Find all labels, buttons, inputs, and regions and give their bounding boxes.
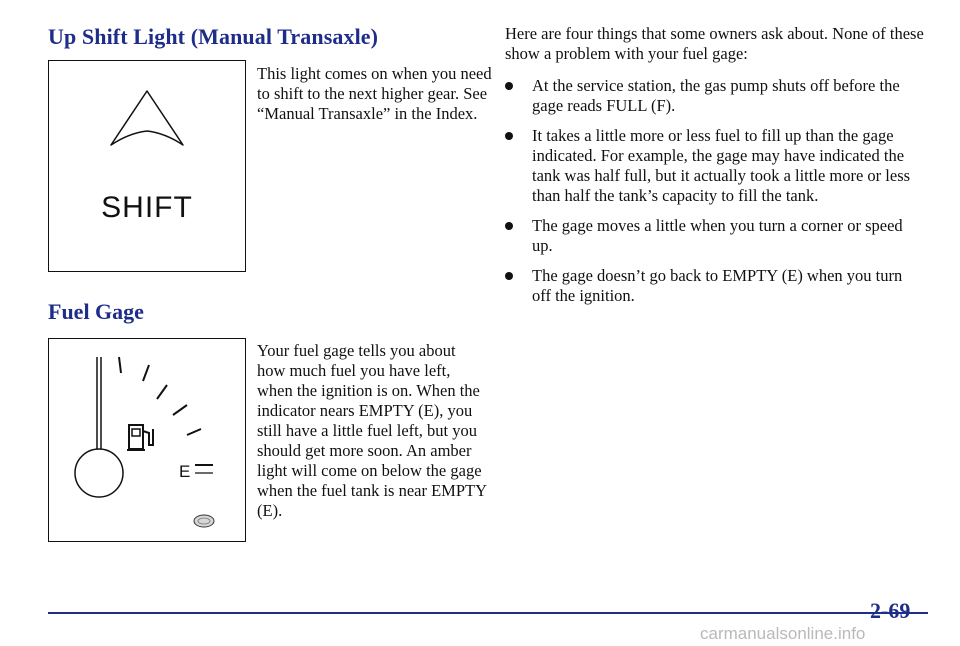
- shift-light-illustration: [48, 60, 246, 272]
- bullet-icon: [505, 132, 513, 140]
- fuel-gage-illustration: [48, 338, 246, 542]
- page-number: 2-69: [870, 598, 911, 623]
- list-item: The gage moves a little when you turn a corner or speed up.: [505, 216, 925, 256]
- owners-questions-list: [505, 76, 925, 316]
- bullet-icon: [505, 272, 513, 280]
- low-fuel-warning-light-icon: [192, 513, 216, 529]
- bullet-icon: [505, 82, 513, 90]
- bullet-icon: [505, 222, 513, 230]
- list-item: At the service station, the gas pump shuts off before the gage reads FULL (F).: [505, 76, 925, 116]
- footer-rule: [48, 612, 928, 614]
- fuel-gage-heading: Fuel Gage: [48, 299, 144, 324]
- shift-indicator-label: SHIFT: [101, 191, 193, 224]
- shift-light-heading: Up Shift Light (Manual Transaxle): [48, 24, 379, 49]
- fuel-gage-description: Your fuel gage tells you about how much fuel you have left, when the ignition is on. When the indicator nears EMPTY (E), you still have a little fuel left, but you should get more soon. An amber light will come on below the gage when the fuel tank is near EMPTY (E).: [257, 341, 487, 520]
- fuel-pump-icon: [123, 419, 163, 455]
- list-item: It takes a little more or less fuel to fill up than the gage indicated. For example, the gage may have indicated the tank was half full, but it actually took a little more or less than half the tank’s capacity to fill the tank.: [505, 126, 925, 206]
- owners-questions-intro: Here are four things that some owners ask about. None of these show a problem with your fuel gage:: [505, 24, 924, 63]
- list-item: The gage doesn’t go back to EMPTY (E) when you turn off the ignition.: [505, 266, 925, 306]
- shift-light-description: This light comes on when you need to shift to the next higher gear. See “Manual Transaxle” in the Index.: [257, 64, 492, 123]
- watermark: carmanualsonline.info: [700, 624, 866, 643]
- shift-arrow-icon: [49, 61, 245, 271]
- empty-mark-label: E: [179, 462, 191, 481]
